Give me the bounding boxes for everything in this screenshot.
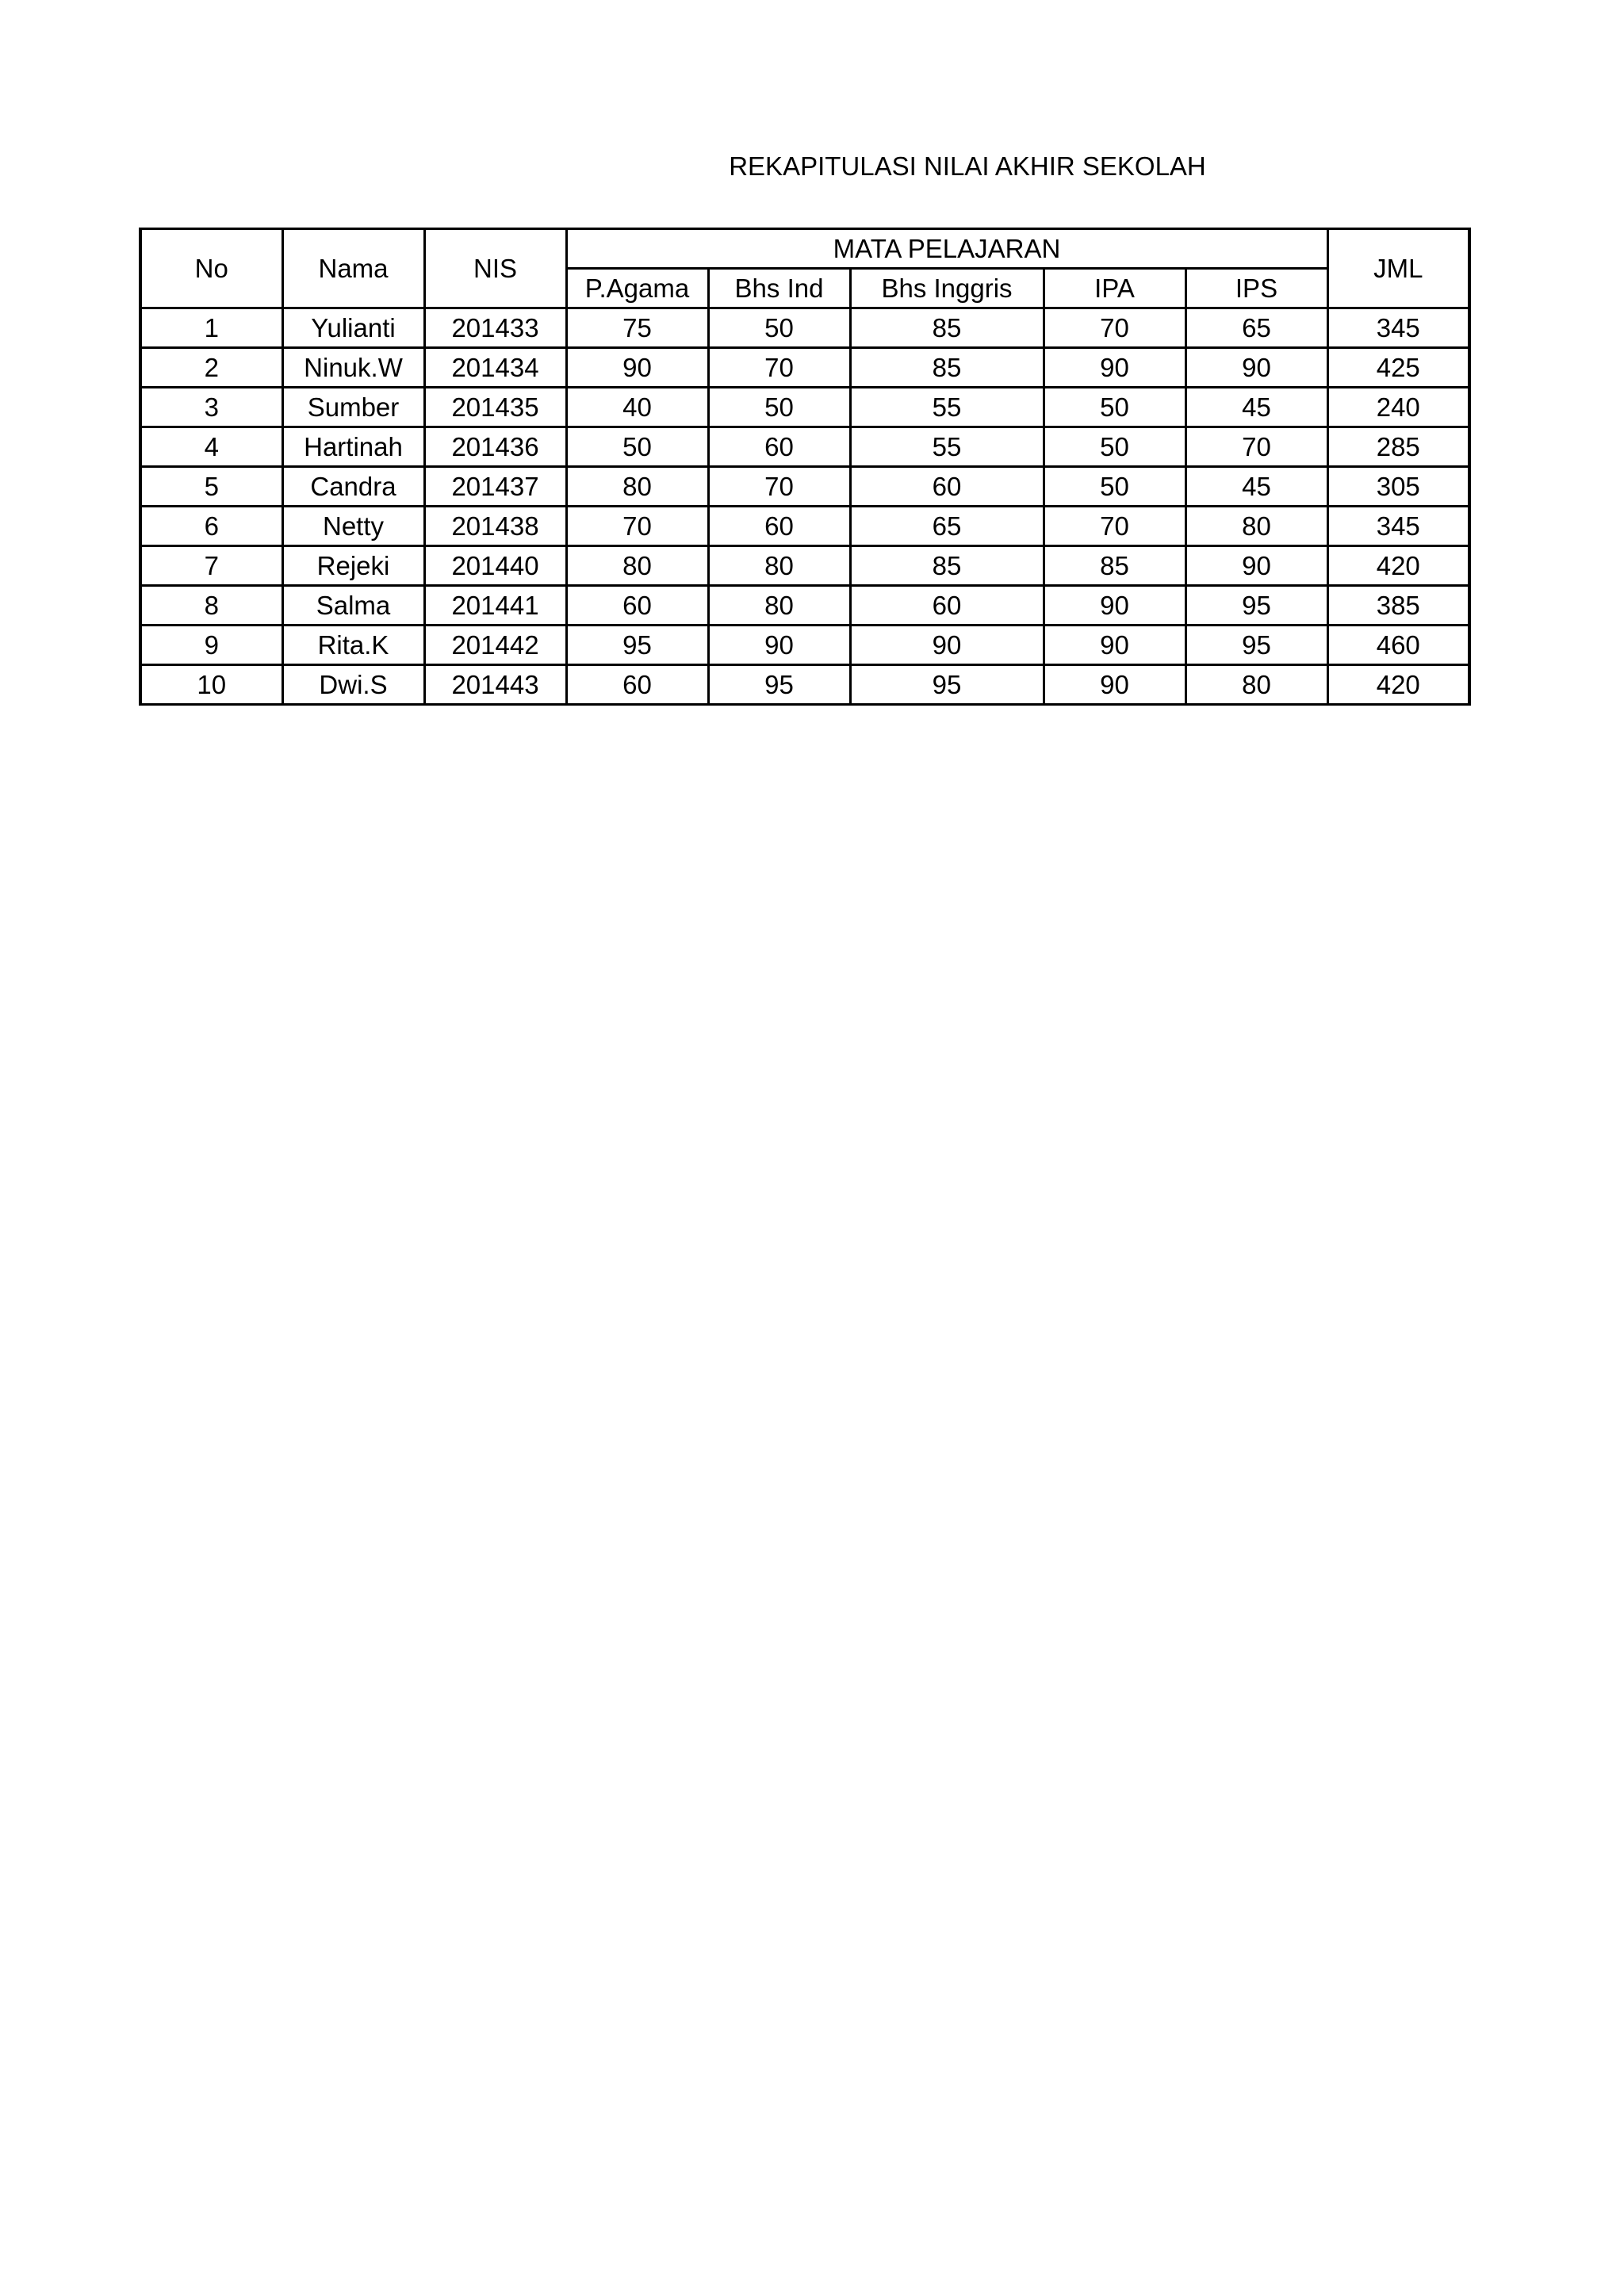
cell-score-bhs-inggris: 55 <box>850 388 1044 427</box>
header-nis: NIS <box>424 229 566 308</box>
cell-nis: 201442 <box>424 626 566 665</box>
cell-total: 285 <box>1327 427 1469 467</box>
cell-score-ips: 70 <box>1185 427 1327 467</box>
cell-nis: 201438 <box>424 507 566 546</box>
cell-score-bhs-ind: 70 <box>708 348 850 388</box>
cell-score-p-agama: 80 <box>566 546 708 586</box>
cell-score-bhs-inggris: 95 <box>850 665 1044 705</box>
cell-score-ipa: 90 <box>1044 348 1185 388</box>
cell-score-bhs-ind: 50 <box>708 388 850 427</box>
table-row <box>140 626 1469 665</box>
header-subject-ipa: IPA <box>1044 269 1185 308</box>
cell-total: 420 <box>1327 665 1469 705</box>
cell-score-ips: 90 <box>1185 348 1327 388</box>
cell-score-p-agama: 90 <box>566 348 708 388</box>
cell-score-p-agama: 95 <box>566 626 708 665</box>
cell-score-ips: 80 <box>1185 507 1327 546</box>
cell-total: 240 <box>1327 388 1469 427</box>
cell-no: 1 <box>140 308 282 348</box>
cell-score-p-agama: 80 <box>566 467 708 507</box>
cell-score-p-agama: 50 <box>566 427 708 467</box>
cell-total: 425 <box>1327 348 1469 388</box>
cell-total: 345 <box>1327 507 1469 546</box>
cell-nama: Ninuk.W <box>282 348 424 388</box>
cell-score-ips: 65 <box>1185 308 1327 348</box>
cell-nama: Hartinah <box>282 427 424 467</box>
cell-score-bhs-inggris: 85 <box>850 308 1044 348</box>
cell-score-ips: 45 <box>1185 467 1327 507</box>
cell-total: 305 <box>1327 467 1469 507</box>
cell-score-ipa: 90 <box>1044 586 1185 626</box>
cell-nis: 201433 <box>424 308 566 348</box>
cell-score-ips: 95 <box>1185 626 1327 665</box>
cell-score-ips: 95 <box>1185 586 1327 626</box>
cell-no: 7 <box>140 546 282 586</box>
table-row <box>140 308 1469 348</box>
cell-score-bhs-inggris: 65 <box>850 507 1044 546</box>
cell-no: 2 <box>140 348 282 388</box>
cell-total: 420 <box>1327 546 1469 586</box>
cell-score-ipa: 90 <box>1044 665 1185 705</box>
cell-nis: 201435 <box>424 388 566 427</box>
cell-score-p-agama: 75 <box>566 308 708 348</box>
table-row <box>140 665 1469 705</box>
header-row-top <box>140 229 1469 269</box>
cell-score-ips: 80 <box>1185 665 1327 705</box>
cell-score-bhs-inggris: 90 <box>850 626 1044 665</box>
header-jml: JML <box>1327 229 1469 308</box>
table-header <box>140 229 1469 308</box>
cell-nama: Rita.K <box>282 626 424 665</box>
cell-nis: 201437 <box>424 467 566 507</box>
cell-nama: Sumber <box>282 388 424 427</box>
cell-no: 6 <box>140 507 282 546</box>
cell-nis: 201436 <box>424 427 566 467</box>
cell-score-bhs-inggris: 60 <box>850 467 1044 507</box>
cell-score-p-agama: 60 <box>566 665 708 705</box>
cell-score-ipa: 70 <box>1044 507 1185 546</box>
cell-score-ipa: 85 <box>1044 546 1185 586</box>
header-subject-p-agama: P.Agama <box>566 269 708 308</box>
cell-score-ipa: 50 <box>1044 388 1185 427</box>
cell-score-ips: 90 <box>1185 546 1327 586</box>
table-row <box>140 507 1469 546</box>
header-no: No <box>140 229 282 308</box>
header-subject-bhs-inggris: Bhs Inggris <box>850 269 1044 308</box>
cell-no: 3 <box>140 388 282 427</box>
cell-nis: 201441 <box>424 586 566 626</box>
cell-score-bhs-ind: 50 <box>708 308 850 348</box>
cell-score-p-agama: 40 <box>566 388 708 427</box>
table-row <box>140 348 1469 388</box>
cell-score-p-agama: 60 <box>566 586 708 626</box>
cell-score-ipa: 50 <box>1044 427 1185 467</box>
cell-nama: Candra <box>282 467 424 507</box>
cell-score-ipa: 90 <box>1044 626 1185 665</box>
cell-score-bhs-ind: 70 <box>708 467 850 507</box>
cell-no: 4 <box>140 427 282 467</box>
cell-total: 385 <box>1327 586 1469 626</box>
cell-no: 5 <box>140 467 282 507</box>
cell-nis: 201434 <box>424 348 566 388</box>
cell-score-ipa: 70 <box>1044 308 1185 348</box>
table-row <box>140 427 1469 467</box>
cell-score-bhs-inggris: 85 <box>850 546 1044 586</box>
cell-nis: 201443 <box>424 665 566 705</box>
header-nama: Nama <box>282 229 424 308</box>
cell-total: 345 <box>1327 308 1469 348</box>
cell-nis: 201440 <box>424 546 566 586</box>
table-row <box>140 467 1469 507</box>
cell-no: 8 <box>140 586 282 626</box>
cell-score-ipa: 50 <box>1044 467 1185 507</box>
table-body <box>140 308 1469 705</box>
cell-score-bhs-inggris: 55 <box>850 427 1044 467</box>
cell-score-ips: 45 <box>1185 388 1327 427</box>
cell-no: 9 <box>140 626 282 665</box>
cell-nama: Netty <box>282 507 424 546</box>
cell-total: 460 <box>1327 626 1469 665</box>
header-subject-ips: IPS <box>1185 269 1327 308</box>
cell-score-bhs-ind: 60 <box>708 507 850 546</box>
cell-score-bhs-inggris: 60 <box>850 586 1044 626</box>
cell-score-bhs-ind: 60 <box>708 427 850 467</box>
header-mata-pelajaran: MATA PELAJARAN <box>566 229 1327 269</box>
cell-no: 10 <box>140 665 282 705</box>
cell-score-bhs-ind: 80 <box>708 586 850 626</box>
header-subject-bhs-ind: Bhs Ind <box>708 269 850 308</box>
table-row <box>140 546 1469 586</box>
cell-nama: Salma <box>282 586 424 626</box>
cell-nama: Dwi.S <box>282 665 424 705</box>
cell-score-bhs-ind: 80 <box>708 546 850 586</box>
cell-score-p-agama: 70 <box>566 507 708 546</box>
cell-score-bhs-inggris: 85 <box>850 348 1044 388</box>
cell-nama: Rejeki <box>282 546 424 586</box>
cell-score-bhs-ind: 90 <box>708 626 850 665</box>
cell-nama: Yulianti <box>282 308 424 348</box>
page-title: REKAPITULASI NILAI AKHIR SEKOLAH <box>729 151 1206 181</box>
table-row <box>140 388 1469 427</box>
grade-recap-table <box>139 228 1471 706</box>
cell-score-bhs-ind: 95 <box>708 665 850 705</box>
table-row <box>140 586 1469 626</box>
